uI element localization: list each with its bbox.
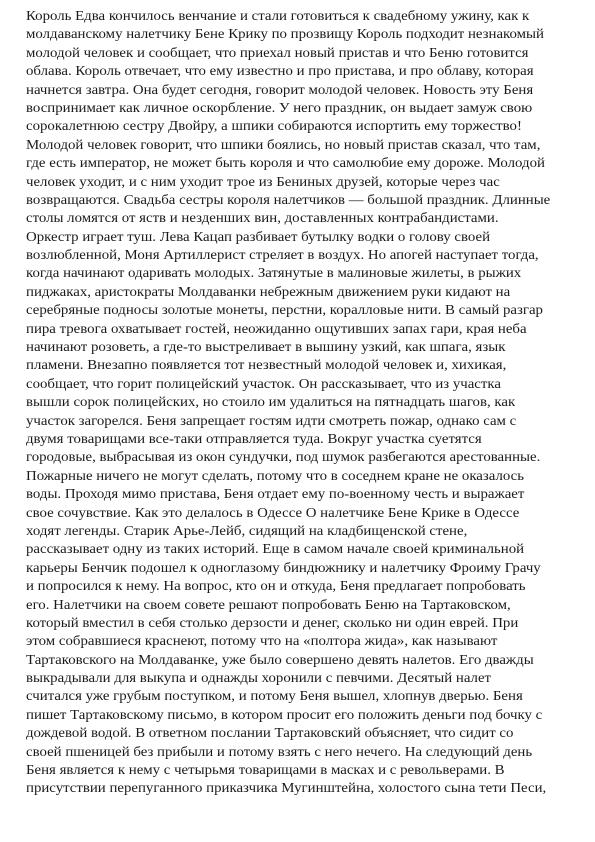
text-line: пиджаках, аристократы Молдаванки небрежным движением руки кидают на	[26, 284, 511, 300]
text-line: возвращаются. Свадьба сестры короля налетчиков — большой праздник. Длинные	[26, 192, 551, 208]
text-line: свое сочувствие. Как это делалось в Одессе О налетчике Бене Крике в Одессе	[26, 505, 520, 521]
text-line: сорокалетнюю сестру Двойру, а шпики собираются испортить ему торжество!	[26, 119, 522, 135]
text-line: ходят легенды. Старик Арье-Лейб, сидящий на кладбищенской стене,	[26, 523, 468, 539]
text-line: облава. Король отвечает, что ему известно и про пристава, и про облаву, которая	[26, 64, 534, 80]
text-line: Пожарные ничего не могут сделать, потому что в соседнем кране не оказалось	[26, 468, 525, 484]
text-line: Молодой человек говорит, что шпики боялись, но новый пристав сказал, что там,	[26, 137, 541, 153]
text-line: столы ломятся от яств и незденших вин, доставленных контрабандистами.	[26, 211, 499, 227]
text-line: Тартаковского на Молдаванке, уже было совершено девять налетов. Его дважды	[26, 652, 534, 668]
text-line: Беня является к нему с четырьмя товарищами в масках и с револьверами. В	[26, 763, 505, 779]
text-line: этом собравшиеся краснеют, потому что на «полтора жида», как называют	[26, 634, 498, 650]
text-line: вышли сорок полицейских, но стоило им удалиться на пятнадцать шагов, как	[26, 395, 516, 411]
text-line: считался уже грубым поступком, и потому Беня вышел, хлопнув дверью. Беня	[26, 689, 523, 705]
text-line: рассказывает одну из таких историй. Еще в самом начале своей криминальной	[26, 542, 525, 558]
text-line: начнется завтра. Она будет сегодня, говорит молодой человек. Новость эту Беня	[26, 82, 534, 98]
text-line: который вместил в себя столько дерзости и денег, сколько ни один еврей. При	[26, 615, 519, 631]
body-text	[26, 8, 581, 799]
text-line: участок загорелся. Беня запрещает гостям идти смотреть пожар, однако сам с	[26, 413, 517, 429]
text-line: человек уходит, и с ним уходит трое из Бениных друзей, которые через час	[26, 174, 500, 190]
text-line: начинают розоветь, а где-то выстреливает в вышину узкий, как шпага, язык	[26, 340, 506, 356]
text-line: пишет Тартаковскому письмо, в котором просит его положить деньги под бочку с	[26, 707, 543, 723]
text-line: выкрадывали для выкупа и однажды хоронили с певчими. Десятый налет	[26, 671, 492, 687]
text-line: дождевой водой. В ответном послании Тартаковский объясняет, что сидит со	[26, 726, 514, 742]
text-line: карьеры Бенчик подошел к одноглазому биндюжнику и налетчику Фроиму Грачу	[26, 560, 541, 576]
text-line: воды. Проходя мимо пристава, Беня отдает ему по-военному честь и выражает	[26, 487, 525, 503]
text-line: пламени. Внезапно появляется тот незвестный молодой человек и, хихикая,	[26, 358, 507, 374]
text-line: и попросился к нему. На вопрос, кто он и откуда, Беня предлагает попробовать	[26, 579, 526, 595]
text-line: серебряные подносы золотые монеты, перстни, коралловые нити. В самый разгар	[26, 303, 543, 319]
text-line: Король Едва кончилось венчание и стали готовиться к свадебному ужину, как к	[26, 9, 530, 24]
text-line: воспринимает как личное оскорбление. У него праздник, он выдает замуж свою	[26, 100, 533, 116]
text-line: Оркестр играет туш. Лева Кацап разбивает бутылку водки о голову своей	[26, 229, 491, 245]
text-line: двумя товарищами все-таки отправляется туда. Вокруг участка суетятся	[26, 431, 482, 447]
text-line: его. Налетчики на своем совете решают попробовать Беню на Тартаковском,	[26, 597, 511, 613]
text-line: пира тревога охватывает гостей, неожиданно ощутивших запах гари, края неба	[26, 321, 527, 337]
text-line: молдаванскому налетчику Бене Крику по прозвищу Король подходит незнакомый	[26, 27, 544, 43]
text-line: своей пшеницей без прибыли и потому взять с него нечего. На следующий день	[26, 744, 533, 760]
text-line: присутствии перепуганного приказчика Мугинштейна, холостого сына тети Песи,	[26, 781, 547, 797]
text-line: городовые, выбрасывая из окон сундучки, под шумок разбегаются арестованные.	[26, 450, 541, 466]
text-line: молодой человек и сообщает, что приехал новый пристав и что Беню готовится	[26, 45, 529, 61]
text-line: сообщает, что горит полицейский участок. Он рассказывает, что из участка	[26, 376, 501, 392]
text-line: где есть император, не может быть короля и что самолюбие ему дороже. Молодой	[26, 156, 545, 172]
text-line: возлюбленной, Моня Артиллерист стреляет в воздух. Но апогей наступает тогда,	[26, 248, 539, 264]
text-line: когда начинают одаривать молодых. Затянутые в малиновые жилеты, в рыжих	[26, 266, 522, 282]
